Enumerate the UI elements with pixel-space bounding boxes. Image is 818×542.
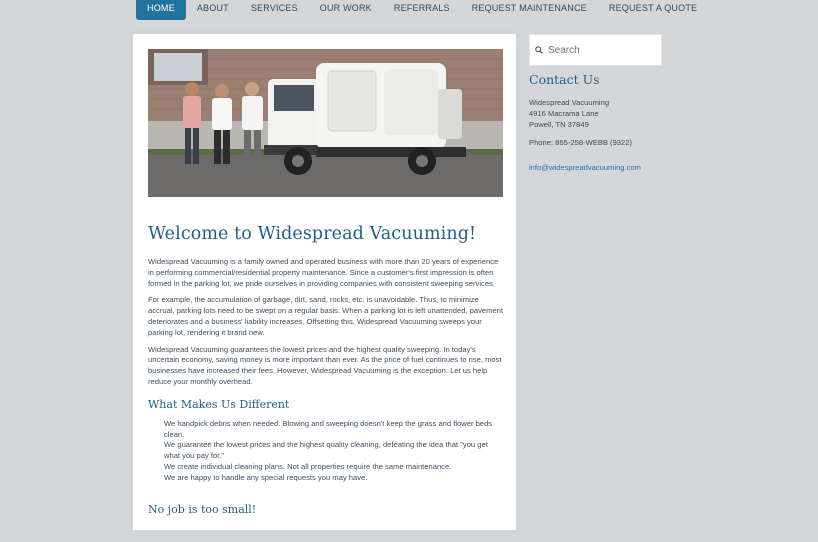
list-item: We are happy to handle any special requests you may have. [164, 472, 368, 482]
hero-image [148, 49, 503, 197]
nav-home[interactable]: HOME [136, 0, 186, 20]
contact-heading: Contact Us [529, 72, 600, 87]
email-link[interactable]: info@widespreadvacuuming.com [529, 163, 641, 173]
intro-paragraph: Widespread Vacuuming is a family owned and operated business with more than 20 years of experience in performing commercial/residential property maintenance. Since a customer's first impression is often formed in the parking lot, we pride ourselves in providing companies with consistent sweeping services. [148, 257, 499, 288]
nav-referrals[interactable]: REFERRALS [393, 3, 450, 13]
main-nav [136, 0, 708, 20]
main-content-panel [132, 33, 517, 531]
example-paragraph: For example, the accumulation of garbage, dirt, sand, rocks, etc. is unavoidable. Thus, to minimize accrual, parking lots need to be swept on a regular basis. When a parking lot is left unattended, pavement deteriorates and a business' liability increases. Offsetting this, Widespread Vacuuming sweeps your parking lot, rendering it brand new. [148, 295, 504, 337]
city-state-zip: Powell, TN 37849 [529, 119, 589, 129]
differences-list [148, 419, 505, 484]
section-heading: What Makes Us Different [148, 397, 290, 411]
nav-services[interactable]: SERVICES [250, 3, 298, 13]
list-item: We handpick debris when needed. Blowing and sweeping doesn't keep the grass and flower beds clean. [164, 418, 493, 439]
nav-our-work[interactable]: OUR WORK [319, 3, 372, 13]
nav-request-quote[interactable]: REQUEST A QUOTE [608, 3, 698, 13]
page-title: Welcome to Widespread Vacuuming! [148, 224, 477, 244]
nav-request-maintenance[interactable]: REQUEST MAINTENANCE [471, 3, 587, 13]
company-name: Widespread Vacuuming [529, 98, 610, 107]
article [148, 224, 505, 516]
closing-statement: No job is too small! [148, 502, 257, 516]
sidebar [529, 34, 662, 175]
search-input[interactable] [546, 44, 650, 57]
list-item: We guarantee the lowest prices and the highest quality cleaning, defeating the idea that "you get what you pay for." [164, 440, 488, 461]
search-icon [535, 46, 543, 54]
guarantee-paragraph: Widespread Vacuuming guarantees the lowest prices and the highest quality sweeping. In today's uncertain economy, saving money is more important than ever. As the price of fuel continues to rise, most businesses have increased their fees. However, Widespread Vacuuming is the exception. Let us help reduce your monthly overhead. [148, 344, 502, 386]
list-item: We create individual cleaning plans. Not all properties require the same maintenance. [164, 461, 452, 471]
nav-about[interactable]: ABOUT [196, 3, 229, 13]
search-box [529, 34, 662, 66]
phone-number: Phone: 865-258-WEBB (9322) [529, 138, 632, 148]
street-address: 4916 Macrama Lane [529, 108, 599, 118]
